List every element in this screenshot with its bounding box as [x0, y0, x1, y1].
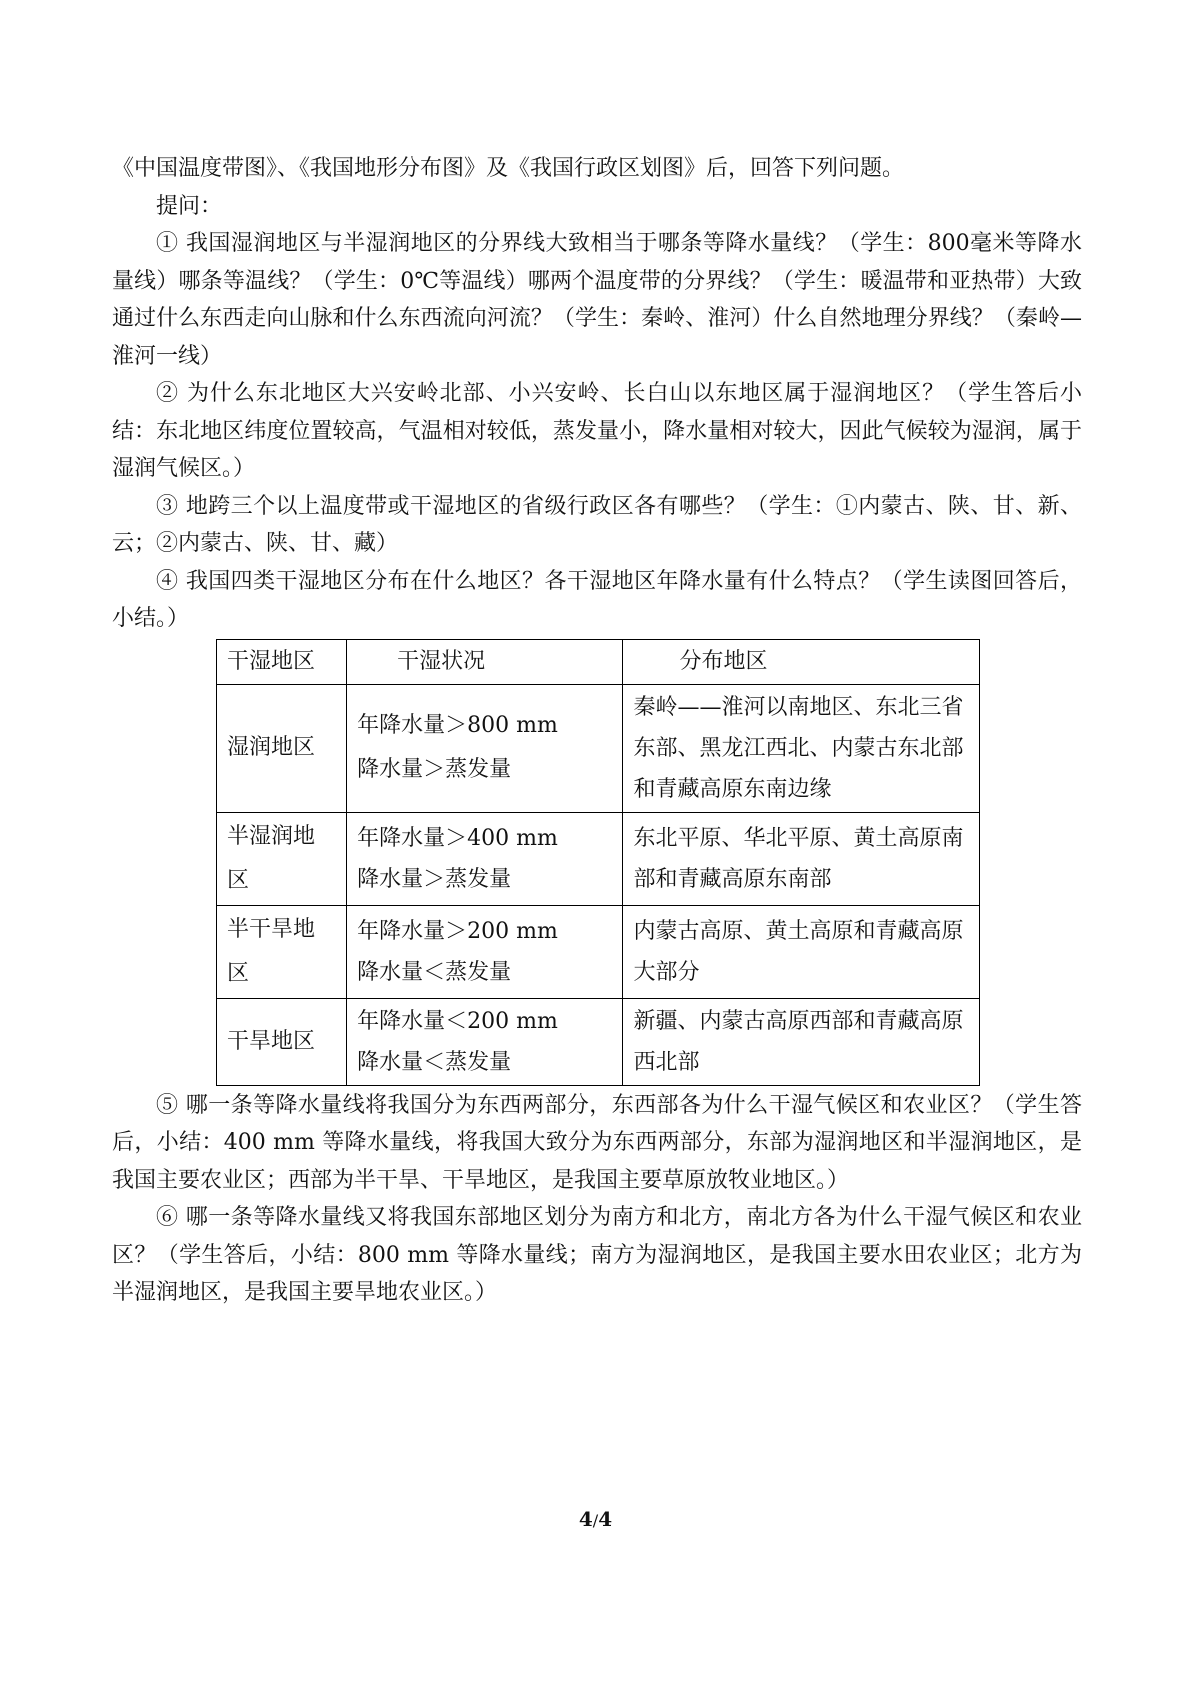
question-1: ① 我国湿润地区与半湿润地区的分界线大致相当于哪条等降水量线？（学生：800毫米等降水量线）哪条等温线？（学生：0℃等温线）哪两个温度带的分界线？（学生：暖温带和亚热带）大致通过什么东西走向山脉和什么东西流向河流？（学生：秦岭、淮河）什么自然地理分界线？（秦岭—淮河一线） [112, 231, 1082, 369]
table-row [217, 684, 980, 812]
page-number [0, 1507, 1191, 1531]
question-4: ④ 我国四类干湿地区分布在什么地区？各干湿地区年降水量有什么特点？（学生读图回答后，小结。） [112, 568, 1082, 631]
condition-line-2: 降水量＞蒸发量 [357, 757, 512, 782]
distribution-cell: 内蒙古高原、黄土高原和青藏高原大部分 [623, 905, 980, 998]
condition-line-1: 年降水量＞800 mm [357, 713, 558, 738]
condition-line-1: 年降水量＜200 mm [357, 1008, 558, 1034]
question-label: 提问： [156, 193, 223, 219]
region-cell: 湿润地区 [217, 684, 347, 812]
table-row [217, 905, 980, 998]
condition-line-2: 降水量＜蒸发量 [357, 959, 512, 985]
page-separator: / [592, 1511, 599, 1530]
condition-cell [347, 684, 623, 812]
region-cell: 半湿润地区 [217, 812, 347, 905]
condition-line-2: 降水量＜蒸发量 [357, 1049, 512, 1075]
question-3: ③ 地跨三个以上温度带或干湿地区的省级行政区各有哪些？（学生：①内蒙古、陕、甘、新、云；②内蒙古、陕、甘、藏） [112, 493, 1082, 556]
table-header-row [217, 639, 980, 684]
condition-line-1: 年降水量＞400 mm [357, 825, 558, 851]
header-condition: 干湿状况 [347, 639, 623, 684]
page-total: 4 [598, 1507, 613, 1531]
page-current: 4 [578, 1507, 593, 1531]
dry-wet-regions-table [216, 639, 980, 1086]
distribution-cell: 东北平原、华北平原、黄土高原南部和青藏高原东南部 [623, 812, 980, 905]
condition-cell [347, 905, 623, 998]
condition-line-2: 降水量＞蒸发量 [357, 866, 512, 892]
region-cell: 半干旱地区 [217, 905, 347, 998]
table-row [217, 998, 980, 1085]
question-2: ② 为什么东北地区大兴安岭北部、小兴安岭、长白山以东地区属于湿润地区？（学生答后小结：东北地区纬度位置较高，气温相对较低，蒸发量小，降水量相对较大，因此气候较为湿润，属于湿润气候区。） [112, 381, 1082, 481]
question-5: ⑤ 哪一条等降水量线将我国分为东西两部分，东西部各为什么干湿气候区和农业区？（学生答后，小结：400 mm 等降水量线，将我国大致分为东西两部分，东部为湿润地区和半湿润地区，是我国主要农业区；西部为半干旱、干旱地区，是我国主要草原放牧业地区。） [112, 1092, 1082, 1193]
intro-line: 《中国温度带图》、《我国地形分布图》及《我国行政区划图》后，回答下列问题。 [112, 156, 905, 181]
table-row [217, 812, 980, 905]
condition-line-1: 年降水量＞200 mm [357, 918, 558, 944]
document-body [112, 150, 1082, 1312]
header-distribution: 分布地区 [623, 639, 980, 684]
region-cell: 干旱地区 [217, 998, 347, 1085]
condition-cell [347, 998, 623, 1085]
distribution-cell: 秦岭——淮河以南地区、东北三省东部、黑龙江西北、内蒙古东北部和青藏高原东南边缘 [623, 684, 980, 812]
distribution-cell: 新疆、内蒙古高原西部和青藏高原西北部 [623, 998, 980, 1085]
condition-cell [347, 812, 623, 905]
question-6: ⑥ 哪一条等降水量线又将我国东部地区划分为南方和北方，南北方各为什么干湿气候区和农业区？（学生答后，小结：800 mm 等降水量线；南方为湿润地区，是我国主要水田农业区；北方为半湿润地区，是我国主要旱地农业区。） [112, 1205, 1082, 1305]
header-region: 干湿地区 [217, 639, 347, 684]
